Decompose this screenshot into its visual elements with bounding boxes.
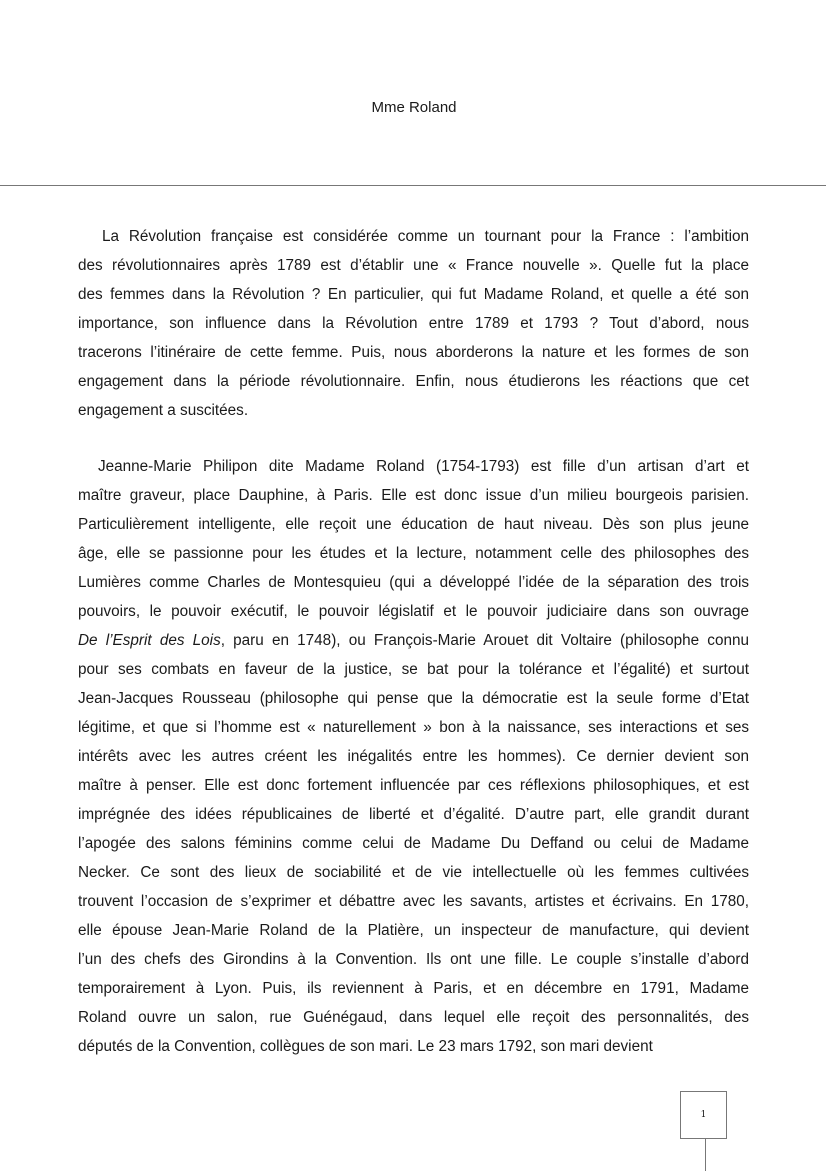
text-line bbox=[78, 367, 749, 396]
text-line bbox=[78, 684, 749, 713]
text-line-content: Jeanne-Marie Philipon dite Madame Roland (1754-1793) est fille d’un artisan d’art et bbox=[98, 458, 749, 475]
text-line-content: Necker. Ce sont des lieux de sociabilité et de vie intellectuelle où les femmes cultivées bbox=[78, 864, 749, 881]
text-line-content: légitime, et que si l’homme est « naturellement » bon à la naissance, ses interactions et ses bbox=[78, 719, 749, 736]
text-line bbox=[78, 945, 749, 974]
text-line bbox=[78, 800, 749, 829]
text-line-content: âge, elle se passionne pour les études et la lecture, notamment celle des philosophes des bbox=[78, 545, 749, 562]
text-line bbox=[78, 251, 749, 280]
text-line-content: des femmes dans la Révolution ? En particulier, qui fut Madame Roland, et quelle a été son bbox=[78, 286, 749, 303]
book-title: De l’Esprit des Lois bbox=[78, 632, 221, 649]
text-line-content: des révolutionnaires après 1789 est d’établir une « France nouvelle ». Quelle fut la place bbox=[78, 257, 749, 274]
page-number-box bbox=[680, 1091, 727, 1139]
text-line bbox=[78, 280, 749, 309]
page-number: 1 bbox=[700, 1110, 707, 1120]
text-line bbox=[78, 481, 749, 510]
text-line-content: Particulièrement intelligente, elle reçoit une éducation de haut niveau. Dès son plus jeune bbox=[78, 516, 749, 533]
text-line-content: temporairement à Lyon. Puis, ils reviennent à Paris, et en décembre en 1791, Madame bbox=[78, 980, 749, 997]
paragraph-biography bbox=[78, 452, 749, 1061]
text-line bbox=[78, 974, 749, 1003]
text-line bbox=[78, 510, 749, 539]
text-line bbox=[78, 222, 749, 251]
page-header-title: Mme Roland bbox=[371, 99, 457, 116]
text-line-content: députés de la Convention, collègues de son mari. Le 23 mars 1792, son mari devient bbox=[78, 1038, 653, 1055]
header-divider bbox=[0, 185, 826, 186]
text-line-content: La Révolution française est considérée comme un tournant pour la France : l’ambition bbox=[102, 228, 749, 245]
text-line bbox=[78, 916, 749, 945]
text-line-content: l’apogée des salons féminins comme celui de Madame Du Deffand ou celui de Madame bbox=[78, 835, 749, 852]
text-line-content: intérêts avec les autres créent les inégalités entre les hommes). Ce dernier devient son bbox=[78, 748, 749, 765]
paragraph-introduction bbox=[78, 222, 749, 425]
text-line-content: imprégnée des idées républicaines de liberté et d’égalité. D’autre part, elle grandit durant bbox=[78, 806, 749, 823]
text-line bbox=[78, 1032, 749, 1061]
text-line-content: elle épouse Jean-Marie Roland de la Platière, un inspecteur de manufacture, qui devient bbox=[78, 922, 749, 939]
text-line bbox=[78, 309, 749, 338]
text-line bbox=[78, 568, 749, 597]
text-line bbox=[78, 887, 749, 916]
text-line bbox=[78, 539, 749, 568]
text-line-rest: , paru en 1748), ou François-Marie Arouet dit Voltaire (philosophe connu bbox=[220, 632, 749, 649]
text-line bbox=[78, 597, 749, 626]
text-line bbox=[78, 771, 749, 800]
text-line bbox=[78, 829, 749, 858]
text-line-content: Lumières comme Charles de Montesquieu (qui a développé l’idée de la séparation des trois bbox=[78, 574, 749, 591]
text-line bbox=[78, 396, 749, 425]
text-line bbox=[78, 452, 749, 481]
text-line-content: engagement a suscitées. bbox=[78, 402, 249, 419]
text-line-content: l’un des chefs des Girondins à la Convention. Ils ont une fille. Le couple s’installe d’abord bbox=[78, 951, 749, 968]
text-line bbox=[78, 655, 749, 684]
text-line bbox=[78, 1003, 749, 1032]
page-number-connector bbox=[705, 1139, 706, 1171]
text-line bbox=[78, 338, 749, 367]
text-line-content: pour ses combats en faveur de la justice, se bat pour la tolérance et l’égalité) et surtout bbox=[78, 661, 749, 678]
text-line-content: maître graveur, place Dauphine, à Paris. Elle est donc issue d’un milieu bourgeois parisien. bbox=[78, 487, 749, 504]
text-line-content: Jean-Jacques Rousseau (philosophe qui pense que la démocratie est la seule forme d’Etat bbox=[78, 690, 749, 707]
text-line-content: trouvent l’occasion de s’exprimer et débattre avec les savants, artistes et écrivains. En 1780, bbox=[78, 893, 749, 910]
text-line bbox=[78, 742, 749, 771]
text-line-content: engagement dans la période révolutionnaire. Enfin, nous étudierons les réactions que cet bbox=[78, 373, 749, 390]
text-line bbox=[78, 713, 749, 742]
text-line-content: tracerons l’itinéraire de cette femme. Puis, nous aborderons la nature et les formes de son bbox=[78, 344, 749, 361]
text-line bbox=[78, 626, 749, 655]
text-line-content: pouvoirs, le pouvoir exécutif, le pouvoir législatif et le pouvoir judiciaire dans son ouvrage bbox=[78, 603, 749, 620]
text-line-content: maître à penser. Elle est donc fortement influencée par ces réflexions philosophiques, et est bbox=[78, 777, 749, 794]
text-line-content: importance, son influence dans la Révolution entre 1789 et 1793 ? Tout d’abord, nous bbox=[78, 315, 749, 332]
text-line-content: Roland ouvre un salon, rue Guénégaud, dans lequel elle reçoit des personnalités, des bbox=[78, 1009, 749, 1026]
text-line bbox=[78, 858, 749, 887]
